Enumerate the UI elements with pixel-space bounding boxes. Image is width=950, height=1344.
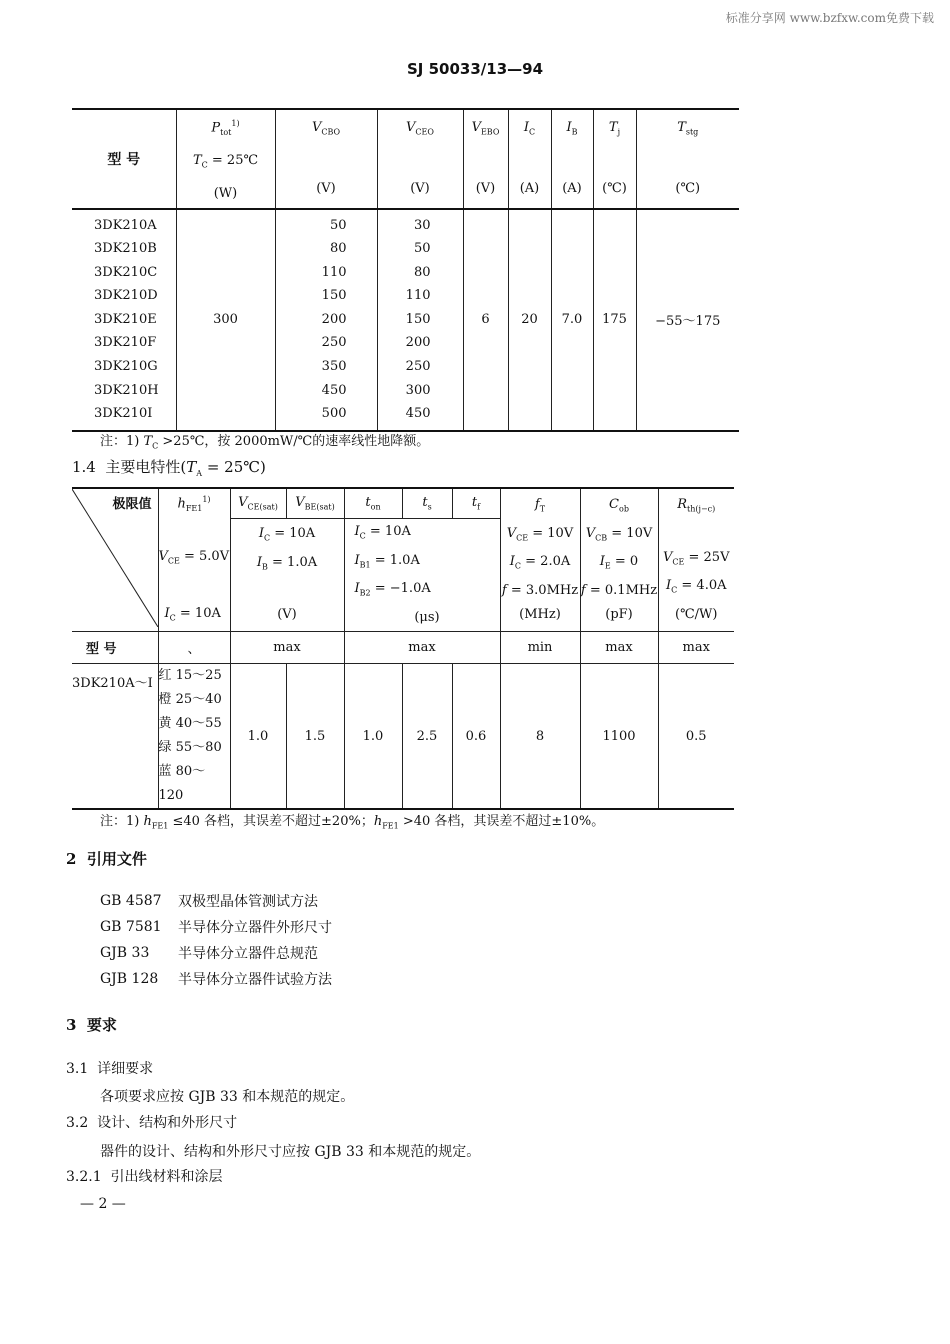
- cob-value: 1100: [580, 664, 658, 810]
- cob-header: $C_{ob}$ $V_{CB} = 10V$ $I_E = 0$ f = 0.1MHz (pF): [580, 488, 658, 632]
- section-3-heading: 3 要求: [66, 1016, 117, 1034]
- vceo-values: 30 50 80 110 150 200 250 300 450: [377, 209, 463, 431]
- ratings-footnote: 注：1) $T_C$ >25℃，按 2000mW/℃的速率线性地降额。: [100, 434, 430, 451]
- reference-item: GJB 33 半导体分立器件总规范: [100, 945, 318, 962]
- reference-item: GB 7581 半导体分立器件外形尺寸: [100, 919, 332, 936]
- model-list: 3DK210A 3DK210B 3DK210C 3DK210D 3DK210E 3DK210F 3DK210G 3DK210H 3DK210I: [94, 217, 159, 422]
- rth-header: $R_{th(j-c)}$ $V_{CE} = 25V$ $I_C = 4.0A$ (℃/W): [658, 488, 734, 632]
- sat-limit: max: [230, 632, 344, 664]
- switching-limit: max: [344, 632, 500, 664]
- ft-header: $f_T$ $V_{CE} = 10V$ $I_C = 2.0A$ f = 3.0MHz (MHz): [500, 488, 580, 632]
- corner-limit-label: 极限值: [112, 497, 152, 512]
- section-3-2-heading: 3.2 设计、结构和外形尺寸: [66, 1115, 238, 1131]
- ic-value: 20: [508, 209, 551, 431]
- section-3-2-1-heading: 3.2.1 引出线材料和涂层: [66, 1169, 223, 1185]
- ft-value: 8: [500, 664, 580, 810]
- char-model: 3DK210A～I: [72, 664, 158, 810]
- ft-limit: min: [500, 632, 580, 664]
- vcbo-header: $V_{CBO}$ (V): [275, 109, 377, 209]
- rth-value: 0.5: [658, 664, 734, 810]
- vbe-sat-value: 1.5: [286, 664, 344, 810]
- ton-header: $t_{on}$: [344, 488, 402, 518]
- reference-list: [100, 888, 332, 992]
- vcbo-values: 50 80 110 150 200 250 350 450 500: [275, 209, 377, 431]
- model-header: 型 号: [72, 109, 176, 209]
- document-number: SJ 50033/13—94: [406, 60, 544, 78]
- tj-value: 175: [593, 209, 636, 431]
- ratings-table: [72, 108, 739, 432]
- section-1-4-heading: 1.4 主要电特性($T_A$ = 25℃): [72, 458, 266, 478]
- section-3-1-heading: 3.1 详细要求: [66, 1061, 154, 1077]
- reference-item: GB 4587 双极型晶体管测试方法: [100, 893, 318, 910]
- watermark: 标准分享网 www.bzfxw.com免费下载: [725, 11, 934, 25]
- ratings-header-row: [72, 109, 739, 209]
- tstg-value: −55～175: [636, 209, 739, 431]
- section-2-heading: 2 引用文件: [66, 850, 147, 868]
- ib-header: $I_B$ (A): [551, 109, 593, 209]
- page-number: — 2 —: [80, 1196, 126, 1212]
- vbe-sat-header: $V_{BE(sat)}$: [286, 488, 344, 518]
- hfe-header: $h_{FE1}^{1)}$: [158, 488, 230, 518]
- ib-value: 7.0: [551, 209, 593, 431]
- section-3-1-body: 各项要求应按 GJB 33 和本规范的规定。: [100, 1089, 355, 1105]
- sat-conditions: $I_C = 10A$ $I_B = 1.0A$ (V): [230, 518, 344, 632]
- char-limit-row: [72, 632, 734, 664]
- ratings-body-row: [72, 209, 739, 431]
- vebo-header: $V_{EBO}$ (V): [463, 109, 508, 209]
- ptot-value: 300: [176, 209, 275, 431]
- ton-value: 1.0: [344, 664, 402, 810]
- vebo-value: 6: [463, 209, 508, 431]
- ic-header: $I_C$ (A): [508, 109, 551, 209]
- tf-header: $t_f$: [452, 488, 500, 518]
- ptot-header: $P_{tot}^{1)}$ $T_C$ = 25℃ (W): [176, 109, 275, 209]
- hfe-conditions: $V_{CE} = 5.0V$ $I_C = 10A$: [158, 518, 230, 632]
- tf-value: 0.6: [452, 664, 500, 810]
- vce-sat-header: $V_{CE(sat)}$: [230, 488, 286, 518]
- switching-conditions: $I_C = 10A$ $I_{B1} = 1.0A$ $I_{B2} = -1.0A$ (μs): [344, 518, 500, 632]
- tj-header: $T_j$ (℃): [593, 109, 636, 209]
- vce-sat-value: 1.0: [230, 664, 286, 810]
- corner-model-label: 型 号: [72, 632, 158, 664]
- vceo-header: $V_{CEO}$ (V): [377, 109, 463, 209]
- section-3-2-body: 器件的设计、结构和外形尺寸应按 GJB 33 和本规范的规定。: [100, 1144, 481, 1160]
- ts-header: $t_s$: [402, 488, 452, 518]
- reference-item: GJB 128 半导体分立器件试验方法: [100, 971, 332, 988]
- hfe-limit: 、: [158, 632, 230, 664]
- char-header-row: [72, 488, 734, 518]
- hfe-grades: 红 15～25 橙 25～40 黄 40～55 绿 55～80 蓝 80～120: [158, 664, 230, 810]
- cob-limit: max: [580, 632, 658, 664]
- char-data-row: [72, 664, 734, 810]
- ts-value: 2.5: [402, 664, 452, 810]
- rth-limit: max: [658, 632, 734, 664]
- characteristics-footnote: 注：1) $h_{FE1} \le 40$ 各档，其误差不超过±20%；$h_{FE1} >40$ 各档，其误差不超过±10%。: [100, 814, 605, 831]
- tstg-header: $T_{stg}$ (℃): [636, 109, 739, 209]
- characteristics-table: [72, 487, 734, 810]
